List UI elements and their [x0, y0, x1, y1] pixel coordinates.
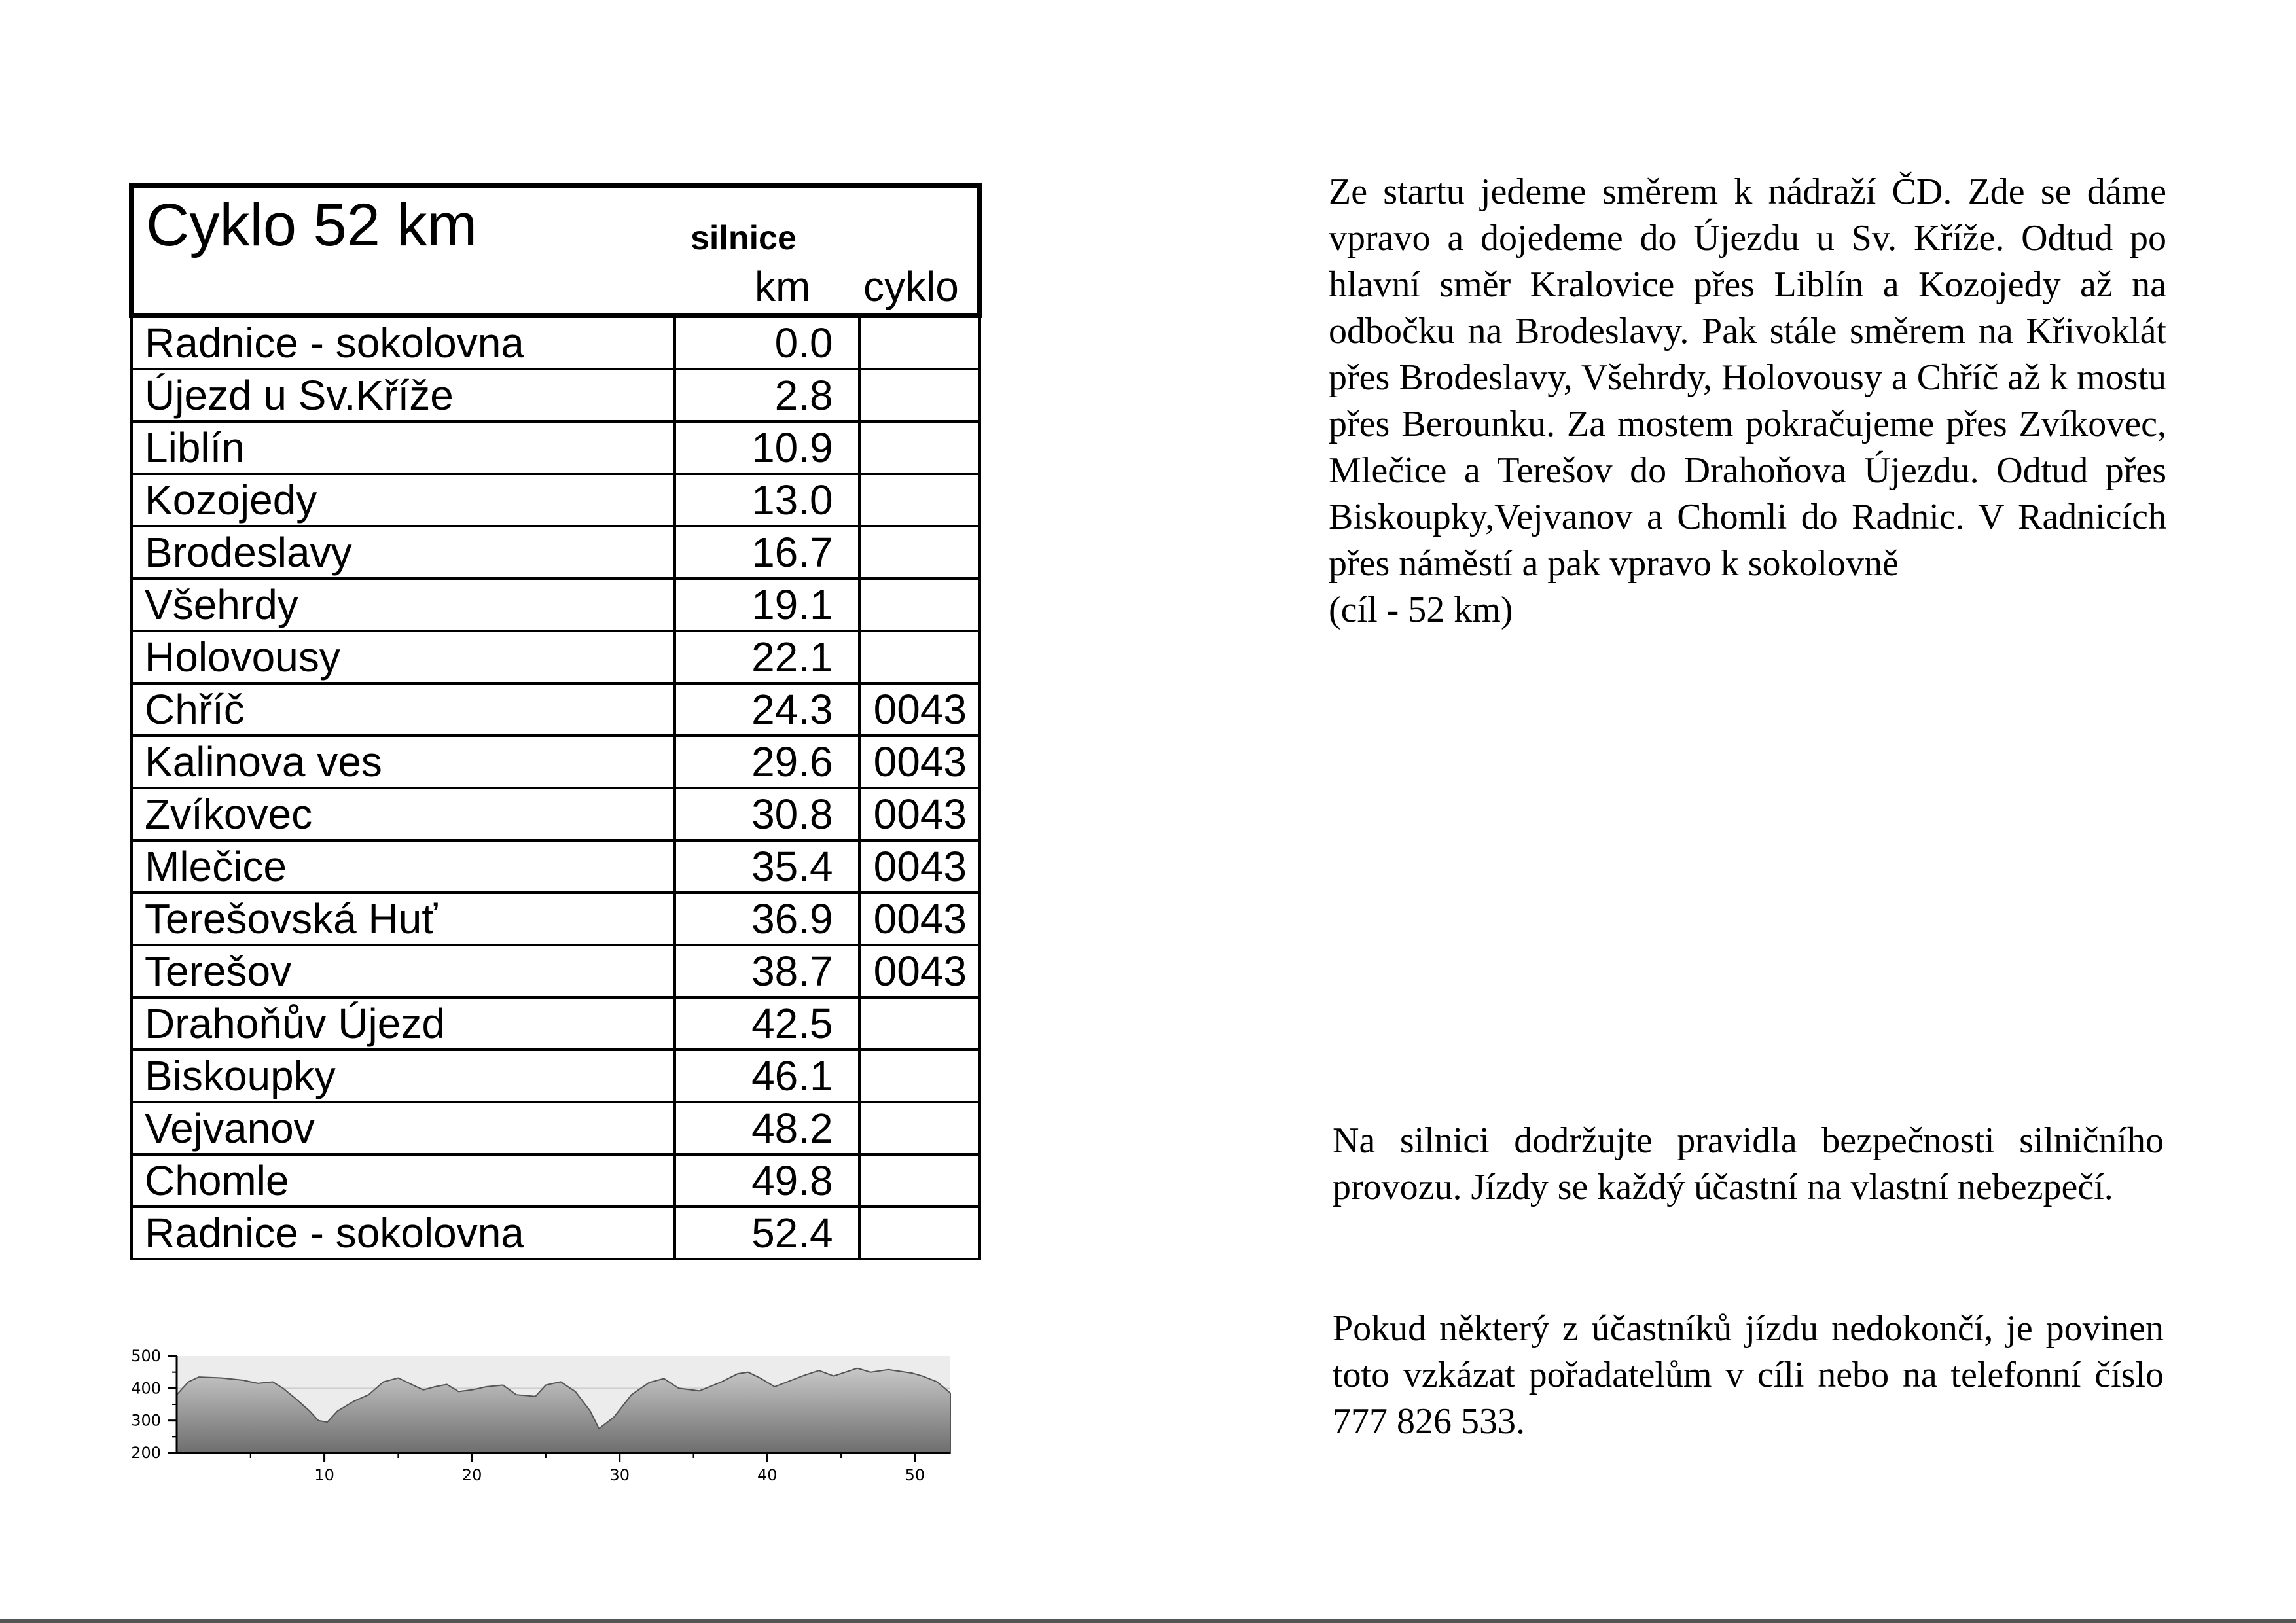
km-cell: 24.3 [675, 683, 859, 736]
km-cell: 36.9 [675, 893, 859, 945]
place-cell: Drahoňův Újezd [132, 997, 675, 1050]
km-cell: 13.0 [675, 474, 859, 526]
y-tick-label: 300 [131, 1411, 161, 1430]
km-cell: 42.5 [675, 997, 859, 1050]
table-row [132, 683, 980, 736]
place-cell: Chomle [132, 1154, 675, 1207]
table-header-cell [132, 186, 980, 315]
cyklo-cell: 0043 [859, 736, 980, 788]
table-row [132, 1102, 980, 1154]
cyklo-cell [859, 997, 980, 1050]
place-cell: Biskoupky [132, 1050, 675, 1102]
table-row [132, 526, 980, 579]
table-row [132, 631, 980, 683]
y-tick-label: 400 [131, 1379, 161, 1398]
abort-note-text: Pokud některý z účastníků jízdu nedokončí, je povinen toto vzkázat pořadatelům v cíli nebo na telefonní číslo 777 826 533. [1333, 1308, 2164, 1442]
y-tick-label: 500 [131, 1347, 161, 1365]
column-header-km: km [755, 263, 811, 310]
route-description [1329, 169, 2166, 633]
page-bottom-rule [0, 1619, 2296, 1623]
table-row [132, 736, 980, 788]
x-tick-label: 10 [314, 1466, 334, 1484]
route-description-end: (cíl - 52 km) [1329, 590, 1513, 630]
place-cell: Radnice - sokolovna [132, 315, 675, 369]
abort-note [1333, 1306, 2164, 1445]
place-cell: Kalinova ves [132, 736, 675, 788]
km-cell: 49.8 [675, 1154, 859, 1207]
table-row [132, 1207, 980, 1259]
km-cell: 35.4 [675, 840, 859, 893]
place-cell: Radnice - sokolovna [132, 1207, 675, 1259]
cyklo-cell [859, 315, 980, 369]
km-cell: 29.6 [675, 736, 859, 788]
cyklo-cell: 0043 [859, 683, 980, 736]
km-cell: 52.4 [675, 1207, 859, 1259]
table-title: Cyklo 52 km [146, 192, 478, 259]
table-row [132, 421, 980, 474]
place-cell: Všehrdy [132, 579, 675, 631]
table-row [132, 1154, 980, 1207]
km-cell: 16.7 [675, 526, 859, 579]
place-cell: Terešovská Huť [132, 893, 675, 945]
table-row [132, 474, 980, 526]
cyklo-cell [859, 631, 980, 683]
table-row [132, 893, 980, 945]
x-tick-label: 50 [905, 1466, 925, 1484]
place-cell: Zvíkovec [132, 788, 675, 840]
cyklo-cell [859, 474, 980, 526]
cyklo-cell [859, 1050, 980, 1102]
table-row [132, 369, 980, 421]
route-table [129, 183, 982, 1260]
cyklo-cell [859, 421, 980, 474]
elevation-profile-chart [118, 1335, 969, 1518]
cyklo-cell: 0043 [859, 788, 980, 840]
km-cell: 30.8 [675, 788, 859, 840]
safety-note-text: Na silnici dodržujte pravidla bezpečnosti silničního provozu. Jízdy se každý účastní na vlastní nebezpečí. [1333, 1120, 2164, 1207]
place-cell: Terešov [132, 945, 675, 997]
x-tick-label: 30 [609, 1466, 630, 1484]
table-row [132, 579, 980, 631]
table-row [132, 945, 980, 997]
km-cell: 48.2 [675, 1102, 859, 1154]
cyklo-cell: 0043 [859, 840, 980, 893]
km-cell: 19.1 [675, 579, 859, 631]
table-row [132, 997, 980, 1050]
place-cell: Chříč [132, 683, 675, 736]
place-cell: Holovousy [132, 631, 675, 683]
table-row [132, 840, 980, 893]
cyklo-cell [859, 1154, 980, 1207]
place-cell: Mlečice [132, 840, 675, 893]
cyklo-cell [859, 1207, 980, 1259]
table-row [132, 1050, 980, 1102]
km-cell: 10.9 [675, 421, 859, 474]
km-cell: 0.0 [675, 315, 859, 369]
place-cell: Kozojedy [132, 474, 675, 526]
place-cell: Újezd u Sv.Kříže [132, 369, 675, 421]
cyklo-cell [859, 1102, 980, 1154]
km-cell: 38.7 [675, 945, 859, 997]
table-row [132, 788, 980, 840]
table-row [132, 315, 980, 369]
safety-note [1333, 1118, 2164, 1211]
column-header-cyklo: cyklo [863, 263, 959, 310]
table-header [132, 186, 980, 315]
cyklo-cell [859, 579, 980, 631]
km-cell: 22.1 [675, 631, 859, 683]
cyklo-cell [859, 526, 980, 579]
route-description-text: Ze startu jedeme směrem k nádraží ČD. Zde se dáme vpravo a dojedeme do Újezdu u Sv. Kříže. Odtud po hlavní směr Kralovice přes Liblín a Kozojedy až na odbočku na Brodeslavy. Pak stále směrem na Křivoklát přes Brodeslavy, Všehrdy, Holovousy a Chříč až k mostu přes Berounku. Za mostem pokračujeme přes Zvíkovec, Mlečice a Terešov do Drahoňova Újezdu. Odtud přes Biskoupky,Vejvanov a Chomli do Radnic. V Radnicích přes náměstí a pak vpravo k sokolovně [1329, 171, 2166, 584]
place-cell: Vejvanov [132, 1102, 675, 1154]
place-cell: Brodeslavy [132, 526, 675, 579]
cyklo-cell: 0043 [859, 945, 980, 997]
x-tick-label: 40 [757, 1466, 778, 1484]
column-header-silnice: silnice [691, 219, 797, 257]
place-cell: Liblín [132, 421, 675, 474]
km-cell: 46.1 [675, 1050, 859, 1102]
y-tick-label: 200 [131, 1444, 161, 1462]
cyklo-cell: 0043 [859, 893, 980, 945]
x-tick-label: 20 [461, 1466, 482, 1484]
cyklo-cell [859, 369, 980, 421]
km-cell: 2.8 [675, 369, 859, 421]
